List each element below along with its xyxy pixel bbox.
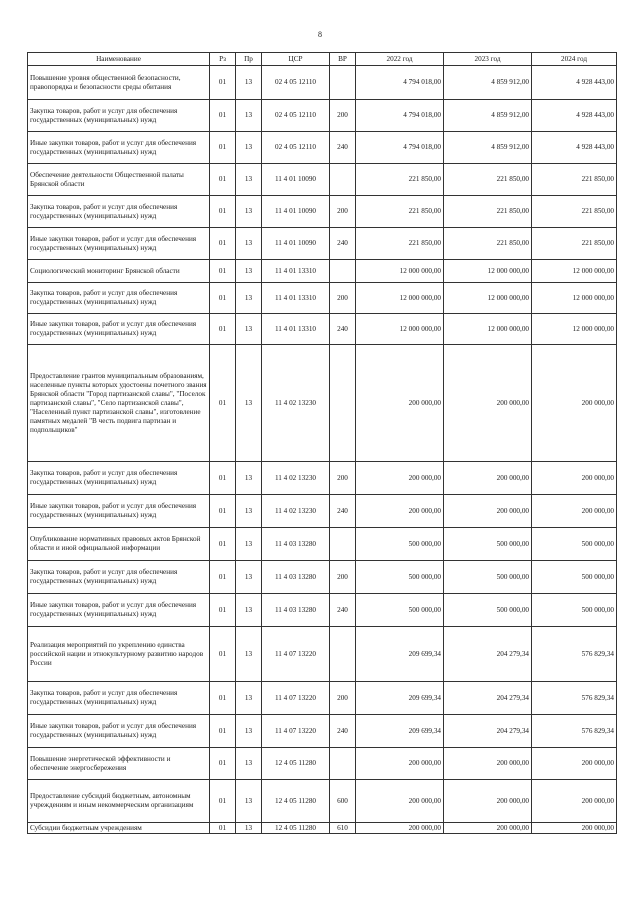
row-vr: 240: [330, 715, 356, 748]
row-pr: 13: [236, 715, 262, 748]
row-amount-2024: 576 829,34: [532, 627, 617, 682]
table-row: [28, 495, 617, 528]
row-amount-2022: 500 000,00: [356, 561, 444, 594]
header-name: Наименование: [28, 53, 210, 66]
row-csr: 11 4 02 13230: [262, 462, 330, 495]
row-pr: 13: [236, 462, 262, 495]
row-vr: [330, 164, 356, 196]
table-row: [28, 100, 617, 132]
row-pr: 13: [236, 196, 262, 228]
row-amount-2023: 12 000 000,00: [444, 283, 532, 314]
budget-table: [27, 52, 617, 834]
row-rz: 01: [210, 100, 236, 132]
table-row: [28, 66, 617, 100]
row-pr: 13: [236, 260, 262, 283]
row-pr: 13: [236, 495, 262, 528]
row-vr: 240: [330, 228, 356, 260]
row-amount-2023: 200 000,00: [444, 345, 532, 462]
row-csr: 11 4 01 13310: [262, 283, 330, 314]
row-name: Иные закупки товаров, работ и услуг для обеспечения государственных (муниципальных) нужд: [28, 228, 210, 260]
row-amount-2023: 204 279,34: [444, 715, 532, 748]
row-name: Обеспечение деятельности Общественной палаты Брянской области: [28, 164, 210, 196]
row-rz: 01: [210, 627, 236, 682]
row-rz: 01: [210, 345, 236, 462]
row-amount-2024: 12 000 000,00: [532, 314, 617, 345]
row-amount-2024: 576 829,34: [532, 715, 617, 748]
row-csr: 11 4 03 13280: [262, 594, 330, 627]
row-rz: 01: [210, 164, 236, 196]
row-amount-2023: 200 000,00: [444, 462, 532, 495]
row-pr: 13: [236, 823, 262, 834]
row-amount-2024: 4 928 443,00: [532, 66, 617, 100]
row-rz: 01: [210, 528, 236, 561]
table-row: [28, 682, 617, 715]
row-amount-2022: 221 850,00: [356, 196, 444, 228]
row-vr: [330, 66, 356, 100]
row-amount-2022: 200 000,00: [356, 462, 444, 495]
row-amount-2024: 4 928 443,00: [532, 132, 617, 164]
row-name: Опубликование нормативных правовых актов Брянской области и иной официальной информации: [28, 528, 210, 561]
row-amount-2022: 4 794 018,00: [356, 66, 444, 100]
row-vr: 240: [330, 594, 356, 627]
row-vr: 200: [330, 283, 356, 314]
row-amount-2023: 4 859 912,00: [444, 132, 532, 164]
row-csr: 11 4 01 13310: [262, 314, 330, 345]
table-row: [28, 627, 617, 682]
row-amount-2022: 12 000 000,00: [356, 283, 444, 314]
row-name: Иные закупки товаров, работ и услуг для обеспечения государственных (муниципальных) нужд: [28, 715, 210, 748]
row-name: Повышение уровня общественной безопасности, правопорядка и безопасности среды обитания: [28, 66, 210, 100]
row-name: Закупка товаров, работ и услуг для обеспечения государственных (муниципальных) нужд: [28, 283, 210, 314]
table-row: [28, 780, 617, 823]
row-amount-2022: 500 000,00: [356, 594, 444, 627]
row-rz: 01: [210, 462, 236, 495]
row-amount-2024: 200 000,00: [532, 495, 617, 528]
row-name: Закупка товаров, работ и услуг для обеспечения государственных (муниципальных) нужд: [28, 100, 210, 132]
row-amount-2022: 200 000,00: [356, 823, 444, 834]
row-amount-2024: 576 829,34: [532, 682, 617, 715]
row-amount-2023: 200 000,00: [444, 780, 532, 823]
row-name: Предоставление субсидий бюджетным, автономным учреждениям и иным некоммерческим организациям: [28, 780, 210, 823]
row-amount-2022: 209 699,34: [356, 682, 444, 715]
page-number: 8: [318, 30, 322, 39]
row-csr: 11 4 03 13280: [262, 561, 330, 594]
table-row: [28, 132, 617, 164]
table-row: [28, 283, 617, 314]
row-amount-2023: 4 859 912,00: [444, 66, 532, 100]
header-2024: 2024 год: [532, 53, 617, 66]
row-csr: 11 4 01 10090: [262, 196, 330, 228]
table-row: [28, 228, 617, 260]
row-amount-2022: 221 850,00: [356, 164, 444, 196]
row-name: Закупка товаров, работ и услуг для обеспечения государственных (муниципальных) нужд: [28, 196, 210, 228]
row-name: Закупка товаров, работ и услуг для обеспечения государственных (муниципальных) нужд: [28, 462, 210, 495]
row-pr: 13: [236, 132, 262, 164]
row-rz: 01: [210, 682, 236, 715]
row-amount-2024: 200 000,00: [532, 345, 617, 462]
row-vr: 240: [330, 495, 356, 528]
row-csr: 02 4 05 12110: [262, 100, 330, 132]
row-amount-2024: 200 000,00: [532, 780, 617, 823]
row-csr: 11 4 01 10090: [262, 164, 330, 196]
row-csr: 12 4 05 11280: [262, 748, 330, 780]
row-amount-2022: 200 000,00: [356, 495, 444, 528]
row-vr: 200: [330, 561, 356, 594]
row-rz: 01: [210, 196, 236, 228]
row-rz: 01: [210, 314, 236, 345]
row-amount-2022: 500 000,00: [356, 528, 444, 561]
row-pr: 13: [236, 283, 262, 314]
row-vr: [330, 748, 356, 780]
row-amount-2022: 209 699,34: [356, 715, 444, 748]
row-pr: 13: [236, 748, 262, 780]
row-name: Повышение энергетической эффективности и обеспечение энергосбережения: [28, 748, 210, 780]
row-amount-2022: 200 000,00: [356, 748, 444, 780]
row-amount-2024: 200 000,00: [532, 462, 617, 495]
row-csr: 02 4 05 12110: [262, 132, 330, 164]
row-amount-2023: 500 000,00: [444, 561, 532, 594]
header-csr: ЦСР: [262, 53, 330, 66]
header-pr: Пр: [236, 53, 262, 66]
row-pr: 13: [236, 627, 262, 682]
row-vr: [330, 345, 356, 462]
row-amount-2024: 500 000,00: [532, 561, 617, 594]
row-amount-2024: 200 000,00: [532, 748, 617, 780]
row-pr: 13: [236, 528, 262, 561]
row-csr: 11 4 02 13230: [262, 495, 330, 528]
row-vr: [330, 260, 356, 283]
row-amount-2022: 12 000 000,00: [356, 314, 444, 345]
row-amount-2023: 204 279,34: [444, 627, 532, 682]
header-rz: Рз: [210, 53, 236, 66]
row-csr: 11 4 03 13280: [262, 528, 330, 561]
row-pr: 13: [236, 228, 262, 260]
row-vr: 610: [330, 823, 356, 834]
row-amount-2023: 204 279,34: [444, 682, 532, 715]
header-2023: 2023 год: [444, 53, 532, 66]
row-rz: 01: [210, 132, 236, 164]
row-vr: 240: [330, 132, 356, 164]
row-rz: 01: [210, 715, 236, 748]
row-rz: 01: [210, 66, 236, 100]
row-name: Реализация мероприятий по укреплению единства российской нации и этнокультурному развитию народов России: [28, 627, 210, 682]
table-row: [28, 823, 617, 834]
row-csr: 12 4 05 11280: [262, 780, 330, 823]
row-name: Иные закупки товаров, работ и услуг для обеспечения государственных (муниципальных) нужд: [28, 495, 210, 528]
row-rz: 01: [210, 495, 236, 528]
row-amount-2023: 221 850,00: [444, 228, 532, 260]
row-rz: 01: [210, 561, 236, 594]
table-row: [28, 164, 617, 196]
table-row: [28, 462, 617, 495]
row-amount-2023: 200 000,00: [444, 823, 532, 834]
row-amount-2022: 200 000,00: [356, 780, 444, 823]
row-amount-2023: 12 000 000,00: [444, 260, 532, 283]
row-vr: 200: [330, 682, 356, 715]
row-name: Закупка товаров, работ и услуг для обеспечения государственных (муниципальных) нужд: [28, 682, 210, 715]
row-csr: 02 4 05 12110: [262, 66, 330, 100]
row-pr: 13: [236, 66, 262, 100]
row-csr: 12 4 05 11280: [262, 823, 330, 834]
table-row: [28, 260, 617, 283]
table-row: [28, 715, 617, 748]
row-amount-2023: 200 000,00: [444, 748, 532, 780]
row-pr: 13: [236, 100, 262, 132]
row-amount-2024: 221 850,00: [532, 196, 617, 228]
row-pr: 13: [236, 780, 262, 823]
row-amount-2024: 12 000 000,00: [532, 283, 617, 314]
table-row: [28, 345, 617, 462]
table-row: [28, 594, 617, 627]
row-amount-2024: 221 850,00: [532, 164, 617, 196]
row-name: Иные закупки товаров, работ и услуг для обеспечения государственных (муниципальных) нужд: [28, 314, 210, 345]
row-csr: 11 4 07 13220: [262, 715, 330, 748]
row-pr: 13: [236, 345, 262, 462]
row-name: Социологический мониторинг Брянской области: [28, 260, 210, 283]
row-amount-2023: 200 000,00: [444, 495, 532, 528]
table-row: [28, 561, 617, 594]
row-rz: 01: [210, 780, 236, 823]
row-vr: 200: [330, 462, 356, 495]
row-name: Иные закупки товаров, работ и услуг для обеспечения государственных (муниципальных) нужд: [28, 132, 210, 164]
row-vr: [330, 528, 356, 561]
row-amount-2024: 12 000 000,00: [532, 260, 617, 283]
row-rz: 01: [210, 260, 236, 283]
row-rz: 01: [210, 228, 236, 260]
row-csr: 11 4 01 13310: [262, 260, 330, 283]
row-amount-2022: 12 000 000,00: [356, 260, 444, 283]
header-vr: ВР: [330, 53, 356, 66]
row-rz: 01: [210, 748, 236, 780]
row-amount-2023: 500 000,00: [444, 594, 532, 627]
header-2022: 2022 год: [356, 53, 444, 66]
row-rz: 01: [210, 823, 236, 834]
row-pr: 13: [236, 164, 262, 196]
row-amount-2023: 500 000,00: [444, 528, 532, 561]
row-csr: 11 4 02 13230: [262, 345, 330, 462]
table-row: [28, 314, 617, 345]
row-csr: 11 4 07 13220: [262, 627, 330, 682]
row-pr: 13: [236, 594, 262, 627]
row-vr: 600: [330, 780, 356, 823]
table-row: [28, 528, 617, 561]
row-amount-2022: 4 794 018,00: [356, 100, 444, 132]
row-amount-2023: 221 850,00: [444, 164, 532, 196]
row-amount-2022: 200 000,00: [356, 345, 444, 462]
row-amount-2022: 209 699,34: [356, 627, 444, 682]
row-rz: 01: [210, 594, 236, 627]
row-vr: 200: [330, 196, 356, 228]
row-name: Предоставление грантов муниципальным образованиям, населенные пункты которых удостоены почетного звания Брянской области "Город партизанской славы", "Поселок партизанской славы", "Село партизанской славы", "Населенный пункт партизанской славы", изготовление памятных медалей "В честь подвига партизан и подпольщиков": [28, 345, 210, 462]
row-name: Закупка товаров, работ и услуг для обеспечения государственных (муниципальных) нужд: [28, 561, 210, 594]
row-rz: 01: [210, 283, 236, 314]
row-amount-2024: 4 928 443,00: [532, 100, 617, 132]
row-csr: 11 4 01 10090: [262, 228, 330, 260]
row-amount-2023: 221 850,00: [444, 196, 532, 228]
row-amount-2023: 12 000 000,00: [444, 314, 532, 345]
row-amount-2024: 221 850,00: [532, 228, 617, 260]
row-pr: 13: [236, 682, 262, 715]
row-vr: [330, 627, 356, 682]
row-pr: 13: [236, 314, 262, 345]
row-amount-2024: 500 000,00: [532, 594, 617, 627]
row-name: Иные закупки товаров, работ и услуг для обеспечения государственных (муниципальных) нужд: [28, 594, 210, 627]
row-csr: 11 4 07 13220: [262, 682, 330, 715]
table-header-row: [28, 53, 617, 66]
row-amount-2024: 500 000,00: [532, 528, 617, 561]
row-amount-2022: 4 794 018,00: [356, 132, 444, 164]
row-amount-2022: 221 850,00: [356, 228, 444, 260]
row-name: Субсидии бюджетным учреждениям: [28, 823, 210, 834]
row-amount-2024: 200 000,00: [532, 823, 617, 834]
row-vr: 200: [330, 100, 356, 132]
table-row: [28, 196, 617, 228]
row-amount-2023: 4 859 912,00: [444, 100, 532, 132]
row-vr: 240: [330, 314, 356, 345]
table-row: [28, 748, 617, 780]
row-pr: 13: [236, 561, 262, 594]
